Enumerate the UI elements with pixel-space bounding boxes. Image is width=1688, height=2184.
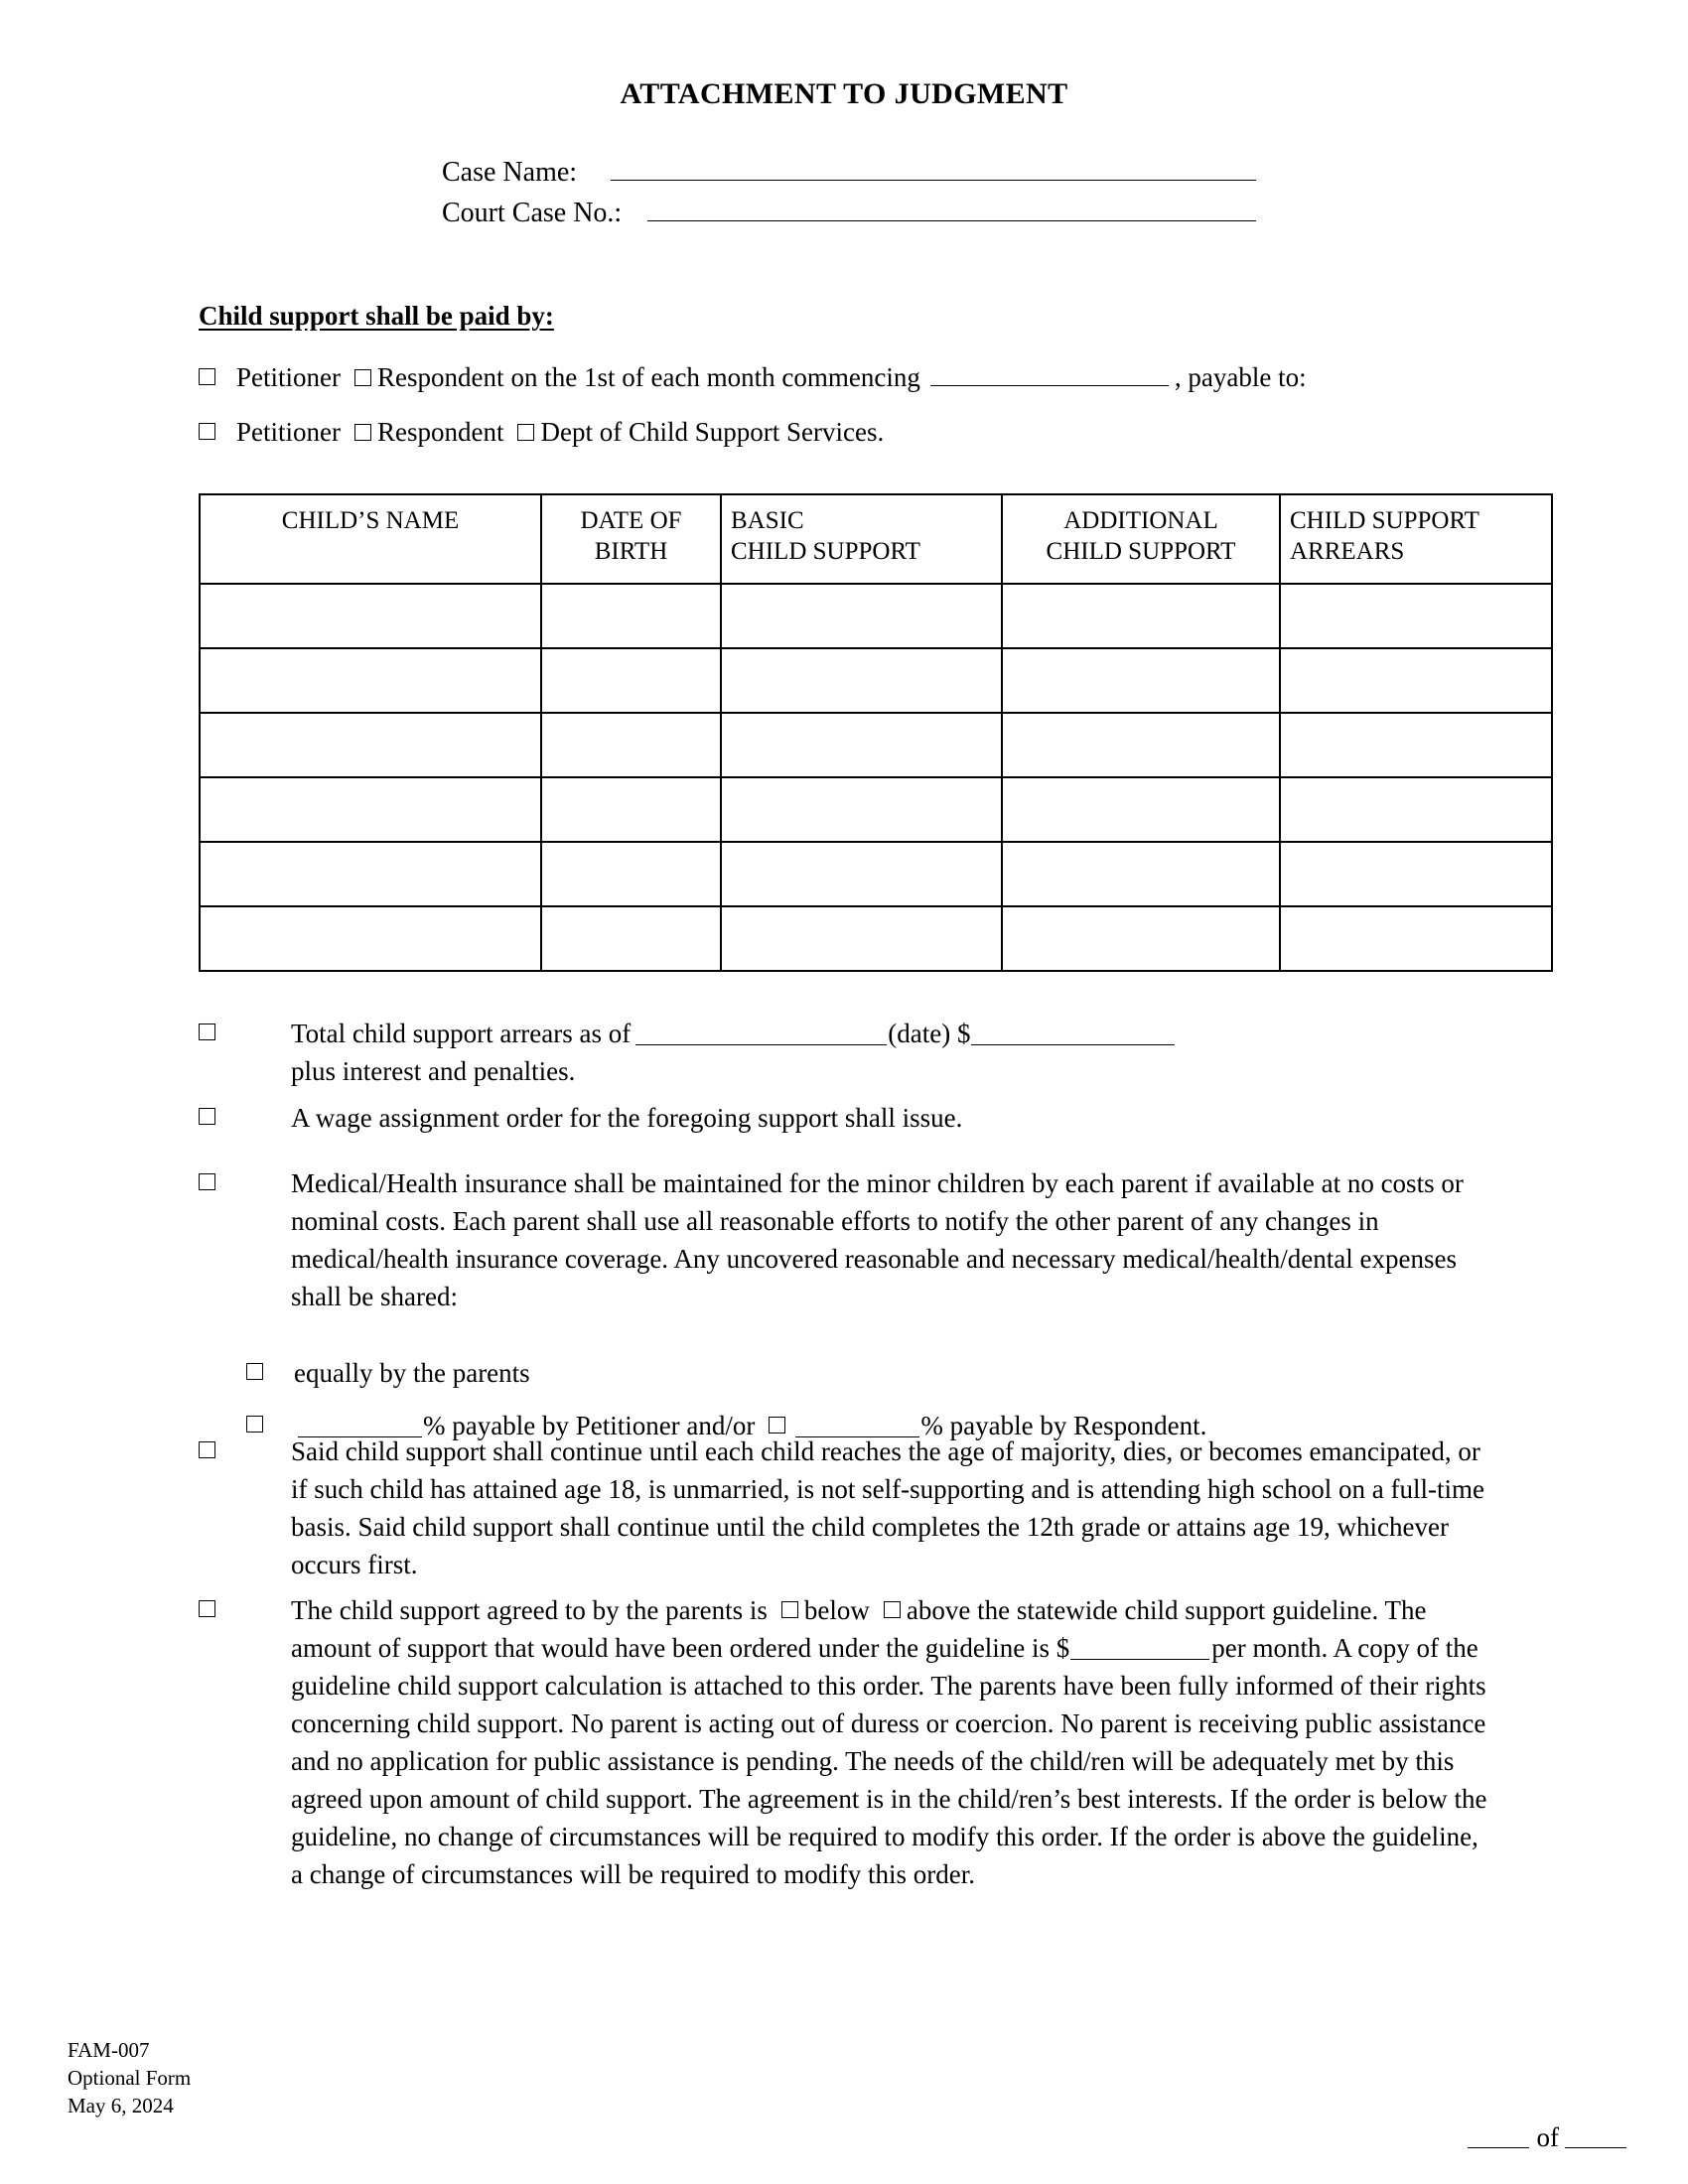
- cell-basic-child-support[interactable]: [721, 777, 1002, 842]
- column-header-basic-line2: CHILD SUPPORT: [731, 538, 920, 565]
- guideline-above-label: above: [906, 1595, 971, 1625]
- checklist-item-guideline-deviation: [199, 1591, 1489, 1894]
- paid-by-line-1: [199, 362, 1470, 393]
- guideline-below-label: below: [803, 1595, 870, 1625]
- checklist-item-support-continuation: [199, 1433, 1489, 1583]
- footer-page-numbering: [1468, 2122, 1627, 2153]
- medical-insurance-text: Medical/Health insurance shall be maintained for the minor children by each parent if available at no costs or nominal costs. Each parent shall use all reasonable efforts to notify the other parent of any changes in medical/health insurance coverage. Any uncovered reasonable and necessary medical/health/dental expenses shall be shared:: [291, 1168, 1464, 1312]
- column-header-dob-line2: BIRTH: [594, 538, 668, 565]
- commencing-text: on the 1st of each month commencing: [510, 362, 920, 392]
- support-continuation-text: Said child support shall continue until each child reaches the age of majority, dies, or becomes emancipated, or if such child has attained age 18, is unmarried, is not self-supporting and is attending high school on a full-time basis. Said child support shall continue until the child completes the 12th grade or attains age 19, whichever occurs first.: [291, 1436, 1485, 1580]
- checkbox-percentage-petitioner[interactable]: [246, 1416, 263, 1433]
- court-case-no-input[interactable]: [647, 195, 1256, 221]
- paid-by-line-1-checkbox-wrap: [199, 362, 236, 393]
- cell-date-of-birth[interactable]: [541, 842, 721, 906]
- checkbox-paid-by-line-1[interactable]: [199, 368, 215, 385]
- checkbox-support-continuation[interactable]: [199, 1441, 215, 1458]
- wage-assignment-text: A wage assignment order for the foregoing support shall issue.: [291, 1103, 963, 1133]
- respondent-checkbox-label-1: Respondent: [376, 362, 504, 392]
- court-case-no-label: Court Case No.:: [442, 198, 623, 228]
- case-name-input[interactable]: [611, 154, 1256, 181]
- checklist-item-total-arrears: [199, 1015, 1489, 1090]
- cell-childs-name[interactable]: [200, 713, 541, 777]
- footer-form-number: FAM-007: [68, 2038, 150, 2062]
- cell-date-of-birth[interactable]: [541, 648, 721, 713]
- payable-to-text: , payable to:: [1174, 362, 1307, 392]
- guideline-part2: the statewide child support guideline. The amount of support that would have been ordered under the guideline is $: [291, 1595, 1427, 1664]
- checkbox-guideline-deviation[interactable]: [199, 1600, 215, 1617]
- cell-child-support-arrears[interactable]: [1280, 584, 1552, 648]
- cell-childs-name[interactable]: [200, 584, 541, 648]
- guideline-part3: per month. A copy of the guideline child support calculation is attached to this order. The parents have been fully informed of their rights concerning child support. No parent is acting out of duress or coercion. No parent is receiving public assistance and no application for public assistance is pending. The needs of the child/ren will be adequately met by this agreed upon amount of child support. The agreement is in the child/ren’s best interests. If the order is below the guideline, no change of circumstances will be required to modify this order. If the order is above the guideline, a change of circumstances will be required to modify this order.: [291, 1633, 1487, 1890]
- column-header-dob-line1: DATE OF: [580, 507, 682, 534]
- checkbox-respondent-2[interactable]: [354, 424, 371, 441]
- case-name-label: Case Name:: [442, 157, 578, 188]
- cell-additional-child-support[interactable]: [1002, 584, 1280, 648]
- column-header-date-of-birth: [541, 494, 721, 584]
- cell-additional-child-support[interactable]: [1002, 842, 1280, 906]
- column-header-additional-child-support: [1002, 494, 1280, 584]
- petitioner-checkbox-label-1: Petitioner: [236, 362, 341, 392]
- cell-basic-child-support[interactable]: [721, 713, 1002, 777]
- checkbox-respondent-1[interactable]: [354, 369, 371, 386]
- table-body: [200, 584, 1552, 971]
- checklist-item-medical-insurance: [199, 1164, 1489, 1315]
- cell-date-of-birth[interactable]: [541, 584, 721, 648]
- total-arrears-part3: plus interest and penalties.: [291, 1056, 576, 1087]
- percentage-part1: % payable by Petitioner and/or: [423, 1411, 756, 1440]
- percentage-part2: % payable by Respondent.: [920, 1411, 1207, 1440]
- cell-childs-name[interactable]: [200, 842, 541, 906]
- cell-child-support-arrears[interactable]: [1280, 777, 1552, 842]
- cell-additional-child-support[interactable]: [1002, 906, 1280, 971]
- total-arrears-text: [291, 1015, 1489, 1090]
- checkbox-wage-assignment[interactable]: [199, 1108, 215, 1125]
- checkbox-dept-child-support-services[interactable]: [517, 424, 534, 441]
- arrears-date-input[interactable]: [635, 1023, 887, 1045]
- column-header-arrears-line2: ARREARS: [1290, 538, 1405, 565]
- guideline-amount-input[interactable]: [1070, 1637, 1209, 1660]
- table-row: [200, 777, 1552, 842]
- section-heading-paid-by: Child support shall be paid by:: [199, 301, 554, 331]
- checkbox-below-guideline[interactable]: [781, 1601, 798, 1618]
- cell-child-support-arrears[interactable]: [1280, 906, 1552, 971]
- child-support-table: [199, 493, 1553, 972]
- page-title: ATTACHMENT TO JUDGMENT: [620, 77, 1068, 110]
- column-header-basic-child-support: [721, 494, 1002, 584]
- checkbox-equally-by-parents[interactable]: [246, 1363, 263, 1380]
- arrears-amount-input[interactable]: [971, 1023, 1175, 1045]
- total-arrears-part1: Total child support arrears as of: [291, 1019, 632, 1048]
- cell-child-support-arrears[interactable]: [1280, 648, 1552, 713]
- page-number-input[interactable]: [1468, 2127, 1529, 2148]
- table-row: [200, 584, 1552, 648]
- petitioner-checkbox-label-2: Petitioner: [236, 417, 341, 447]
- cell-childs-name[interactable]: [200, 906, 541, 971]
- cell-childs-name[interactable]: [200, 777, 541, 842]
- cell-additional-child-support[interactable]: [1002, 648, 1280, 713]
- column-header-childs-name: CHILD’S NAME: [200, 494, 541, 584]
- page-total-input[interactable]: [1565, 2127, 1626, 2148]
- cell-child-support-arrears[interactable]: [1280, 713, 1552, 777]
- equally-by-parents-text: equally by the parents: [294, 1358, 530, 1388]
- guideline-deviation-text: [291, 1591, 1489, 1894]
- table-row: [200, 906, 1552, 971]
- column-header-addl-line2: CHILD SUPPORT: [1046, 538, 1236, 565]
- cell-basic-child-support[interactable]: [721, 906, 1002, 971]
- case-identification-block: [442, 154, 1256, 235]
- column-header-basic-line1: BASIC: [731, 507, 804, 534]
- total-arrears-part2: (date) $: [888, 1019, 971, 1048]
- table-header-row: [200, 494, 1552, 584]
- cell-basic-child-support[interactable]: [721, 842, 1002, 906]
- cell-additional-child-support[interactable]: [1002, 713, 1280, 777]
- checklist-item-wage-assignment: [199, 1099, 1489, 1137]
- commencing-date-input[interactable]: [930, 363, 1169, 386]
- cell-basic-child-support[interactable]: [721, 648, 1002, 713]
- cell-date-of-birth[interactable]: [541, 906, 721, 971]
- table-row: [200, 713, 1552, 777]
- respondent-checkbox-label-2: Respondent: [376, 417, 504, 447]
- page-of-label: of: [1536, 2122, 1559, 2152]
- column-header-addl-line1: ADDITIONAL: [1063, 507, 1218, 534]
- column-header-arrears-line1: CHILD SUPPORT: [1290, 507, 1479, 534]
- paid-by-line-2: [199, 417, 1470, 448]
- cell-additional-child-support[interactable]: [1002, 777, 1280, 842]
- cell-childs-name[interactable]: [200, 648, 541, 713]
- cell-basic-child-support[interactable]: [721, 584, 1002, 648]
- table-row: [200, 842, 1552, 906]
- guideline-part1: The child support agreed to by the parents is: [291, 1595, 768, 1625]
- cell-date-of-birth[interactable]: [541, 713, 721, 777]
- cell-child-support-arrears[interactable]: [1280, 842, 1552, 906]
- case-name-row: [442, 154, 1256, 195]
- footer-form-date: May 6, 2024: [68, 2093, 174, 2117]
- paid-by-line-2-checkbox-wrap: [199, 417, 236, 448]
- checkbox-percentage-respondent[interactable]: [769, 1417, 785, 1433]
- checkbox-paid-by-line-2[interactable]: [199, 423, 215, 440]
- checkbox-above-guideline[interactable]: [884, 1601, 901, 1618]
- table-row: [200, 648, 1552, 713]
- cell-date-of-birth[interactable]: [541, 777, 721, 842]
- dcss-label: Dept of Child Support Services.: [540, 417, 885, 447]
- footer-form-type: Optional Form: [68, 2065, 192, 2090]
- column-header-child-support-arrears: [1280, 494, 1552, 584]
- court-case-no-row: [442, 195, 1256, 235]
- checkbox-total-arrears[interactable]: [199, 1024, 215, 1040]
- checkbox-medical-insurance[interactable]: [199, 1173, 215, 1190]
- footer-form-info: [68, 2037, 191, 2120]
